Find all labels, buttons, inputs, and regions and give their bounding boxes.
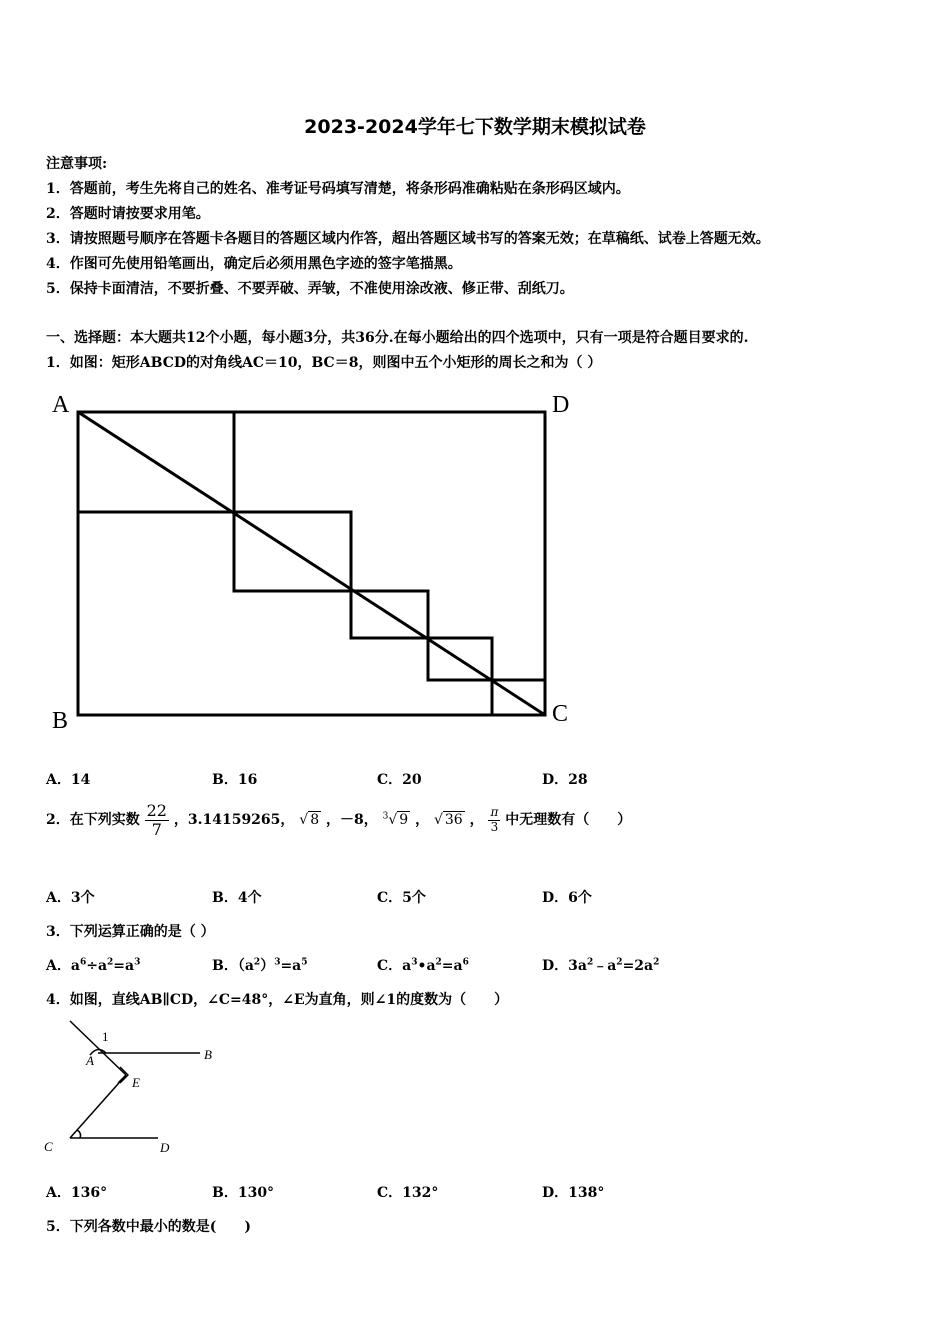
exponent: 2 <box>653 957 660 968</box>
cube-root-9: 9 <box>399 812 409 829</box>
q1-option-d[interactable]: D．28 <box>542 772 588 788</box>
label-c: C <box>552 701 569 727</box>
label-1: 1 <box>102 1029 109 1044</box>
expr: ﹣a <box>593 958 617 974</box>
q4-option-b[interactable]: B．130° <box>212 1185 275 1201</box>
expr: ） <box>260 958 275 974</box>
label-e: E <box>132 1075 140 1090</box>
sqrt-8: 8 <box>310 812 320 829</box>
q4-option-a[interactable]: A．136° <box>46 1185 108 1201</box>
section-heading: 一、选择题：本大题共12个小题，每小题3分，共36分.在每小题给出的四个选项中，只有一项是符合题目要求的. <box>46 330 749 346</box>
fraction-denominator: 3 <box>490 819 499 834</box>
exponent: 2 <box>107 957 114 968</box>
notice-item: 1．答题前，考生先将自己的姓名、准考证号码填写清楚，将条形码准确粘贴在条形码区域内。 <box>46 181 630 197</box>
q2-option-c[interactable]: C．5个 <box>377 890 426 906</box>
question-5-stem: 5．下列各数中最小的数是( ) <box>46 1219 251 1235</box>
option-label: C． <box>377 958 403 974</box>
q2-option-a[interactable]: A．3个 <box>46 890 95 906</box>
angle-c-arc <box>77 1130 81 1138</box>
expr: =a <box>280 958 302 974</box>
q1-option-c[interactable]: C．20 <box>377 772 422 788</box>
q3-option-d[interactable] <box>542 955 659 975</box>
label-a: A <box>86 1053 94 1068</box>
q3-option-c[interactable] <box>377 955 469 975</box>
q2-separator: ， <box>469 812 484 829</box>
question-3-stem: 3．下列运算正确的是（ ） <box>46 924 215 940</box>
expr: =2a <box>622 958 654 974</box>
label-d: D <box>552 392 570 418</box>
exponent: 2 <box>435 957 442 968</box>
expr: •a <box>417 958 436 974</box>
fraction-denominator: 7 <box>151 819 162 839</box>
q1-rectangle-figure <box>48 388 588 734</box>
exponent: 5 <box>301 957 308 968</box>
q2-separator: ，－8， <box>326 812 378 829</box>
exponent: 6 <box>462 957 469 968</box>
exponent: 2 <box>253 957 261 968</box>
expr: =a <box>113 958 135 974</box>
expr: =a <box>441 958 463 974</box>
fraction-numerator: π <box>490 805 499 820</box>
option-label: B． <box>212 958 238 974</box>
q2-separator: ，3.14159265， <box>173 812 295 829</box>
q2-separator: ， <box>415 812 430 829</box>
q2-suffix: 中无理数有（ ） <box>505 812 632 829</box>
option-label: A． <box>46 958 71 974</box>
exponent: 2 <box>616 957 623 968</box>
q4-option-d[interactable]: D．138° <box>542 1185 605 1201</box>
q2-option-d[interactable]: D．6个 <box>542 890 592 906</box>
question-2-stem <box>46 802 631 838</box>
expr: a <box>402 958 412 974</box>
q4-option-c[interactable]: C．132° <box>377 1185 439 1201</box>
expr: a <box>70 958 80 974</box>
label-d: D <box>160 1140 170 1155</box>
diagonal-ac <box>78 412 545 715</box>
q3-option-a[interactable] <box>46 955 140 975</box>
q4-parallel-lines-figure <box>40 1015 230 1163</box>
q1-option-b[interactable]: B．16 <box>212 772 258 788</box>
expr: 3a <box>568 958 587 974</box>
sqrt-icon: √ <box>433 812 443 829</box>
segment-ce <box>70 1075 126 1138</box>
notice-item: 4．作图可先使用铅笔画出，确定后必须用黑色字迹的签字笔描黑。 <box>46 256 462 272</box>
q2-prefix: 2．在下列实数 <box>46 812 140 829</box>
expr: ÷a <box>86 958 108 974</box>
exponent: 3 <box>411 957 418 968</box>
sqrt-36: 36 <box>444 812 463 829</box>
question-1-stem: 1．如图：矩形ABCD的对角线AC＝10，BC＝8，则图中五个小矩形的周长之和为（ ） <box>46 355 602 371</box>
exponent: 2 <box>586 957 594 968</box>
label-a: A <box>52 392 70 418</box>
notice-heading: 注意事项: <box>46 156 108 172</box>
notice-item: 5．保持卡面清洁，不要折叠、不要弄破、弄皱，不准使用涂改液、修正带、刮纸刀。 <box>46 281 574 297</box>
notice-item: 3．请按照题号顺序在答题卡各题目的答题区域内作答，超出答题区域书写的答案无效；在草稿纸、试卷上答题无效。 <box>46 231 770 247</box>
notice-item: 2．答题时请按要求用笔。 <box>46 206 210 222</box>
q2-option-b[interactable]: B．4个 <box>212 890 262 906</box>
sqrt-icon: √ <box>299 812 309 829</box>
transversal-line <box>70 1021 126 1075</box>
label-c: C <box>44 1139 53 1154</box>
question-4-stem: 4．如图，直线AB∥CD，∠C=48°，∠E为直角，则∠1的度数为（ ） <box>46 992 509 1008</box>
label-b: B <box>204 1047 212 1062</box>
cube-root-icon: √ <box>388 812 398 829</box>
q3-option-b[interactable] <box>212 955 308 975</box>
q1-option-a[interactable]: A．14 <box>46 772 91 788</box>
fraction-pi-3 <box>488 806 500 833</box>
cube-root-index: 3 <box>382 811 389 822</box>
page-title: 2023-2024学年七下数学期末模拟试卷 <box>304 116 646 138</box>
label-b: B <box>52 708 69 734</box>
exponent: 3 <box>134 957 141 968</box>
fraction-numerator: 22 <box>146 801 167 820</box>
expr: （a <box>237 958 254 974</box>
fraction-22-7 <box>145 802 169 838</box>
option-label: D． <box>542 958 569 974</box>
exponent: 6 <box>79 957 87 968</box>
exponent: 3 <box>274 957 281 968</box>
